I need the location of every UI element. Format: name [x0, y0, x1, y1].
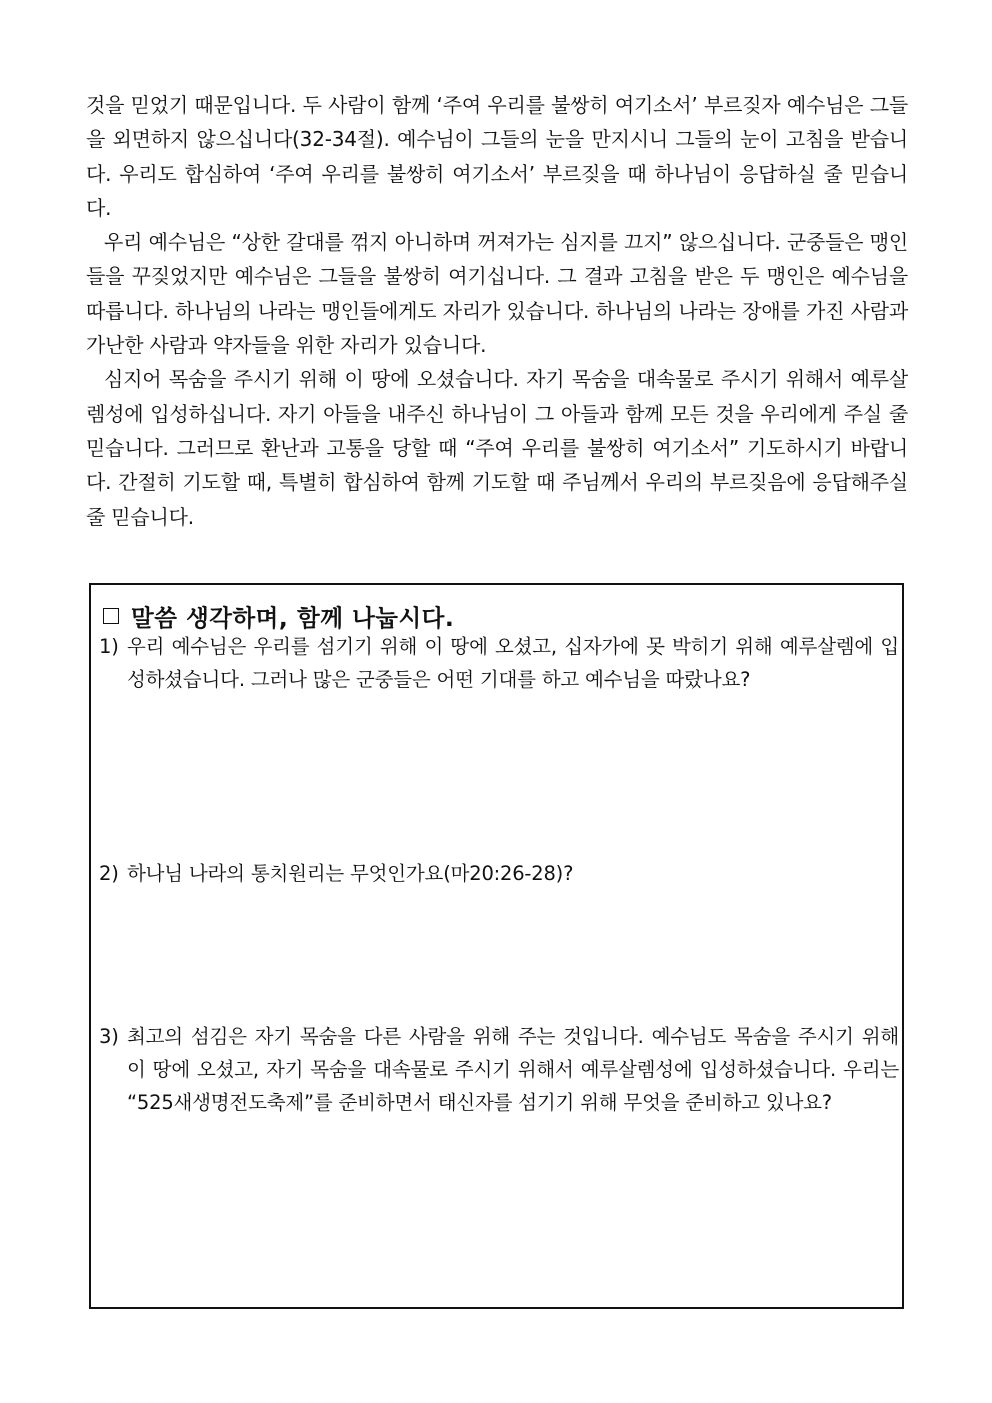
- sermon-body: [86, 88, 908, 534]
- question-2: [99, 857, 899, 890]
- discussion-title-text: 말씀 생각하며, 함께 나눕시다.: [131, 604, 455, 632]
- discussion-title: [103, 599, 454, 633]
- question-number: 1): [99, 635, 119, 658]
- question-text: 우리 예수님은 우리를 섬기기 위해 이 땅에 오셨고, 십자가에 못 박히기 위해 예루살렘에 입성하셨습니다. 그러나 많은 군중들은 어떤 기대를 하고 예수님을 따랐나요?: [127, 635, 899, 691]
- discussion-box: [89, 583, 904, 1309]
- sermon-paragraph-1: 것을 믿었기 때문입니다. 두 사람이 함께 ‘주여 우리를 불쌍히 여기소서’ 부르짖자 예수님은 그들을 외면하지 않으십니다(32-34절). 예수님이 그들의 눈을 만지시니 그들의 눈이 고침을 받습니다. 우리도 합심하여 ‘주여 우리를 불쌍히 여기소서’ 부르짖을 때 하나님이 응답하실 줄 믿습니다.: [86, 93, 908, 220]
- question-1: [99, 630, 899, 696]
- question-text: 최고의 섬김은 자기 목숨을 다른 사람을 위해 주는 것입니다. 예수님도 목숨을 주시기 위해 이 땅에 오셨고, 자기 목숨을 대속물로 주시기 위해서 예루살렘성에 입성하셨습니다. 우리는 “525새생명전도축제”를 준비하면서 태신자를 섬기기 위해 무엇을 준비하고 있나요?: [127, 1025, 899, 1114]
- sermon-paragraph-2: 우리 예수님은 “상한 갈대를 꺾지 아니하며 꺼져가는 심지를 끄지” 않으십니다. 군중들은 맹인들을 꾸짖었지만 예수님은 그들을 불쌍히 여기십니다. 그 결과 고침을 받은 두 맹인은 예수님을 따릅니다. 하나님의 나라는 맹인들에게도 자리가 있습니다. 하나님의 나라는 장애를 가진 사람과 가난한 사람과 약자들을 위한 자리가 있습니다.: [86, 230, 908, 358]
- question-number: 3): [99, 1025, 119, 1048]
- empty-square-icon: [103, 608, 119, 624]
- sermon-paragraph-3: 심지어 목숨을 주시기 위해 이 땅에 오셨습니다. 자기 목숨을 대속물로 주시기 위해서 예루살렘성에 입성하십니다. 자기 아들을 내주신 하나님이 그 아들과 함께 모든 것을 우리에게 주실 줄 믿습니다. 그러므로 환난과 고통을 당할 때 “주여 우리를 불쌍히 여기소서” 기도하시기 바랍니다. 간절히 기도할 때, 특별히 합심하여 함께 기도할 때 주님께서 우리의 부르짖음에 응답해주실 줄 믿습니다.: [86, 367, 908, 529]
- question-3: [99, 1020, 899, 1119]
- question-text: 하나님 나라의 통치원리는 무엇인가요(마20:26-28)?: [127, 862, 574, 885]
- question-number: 2): [99, 862, 119, 885]
